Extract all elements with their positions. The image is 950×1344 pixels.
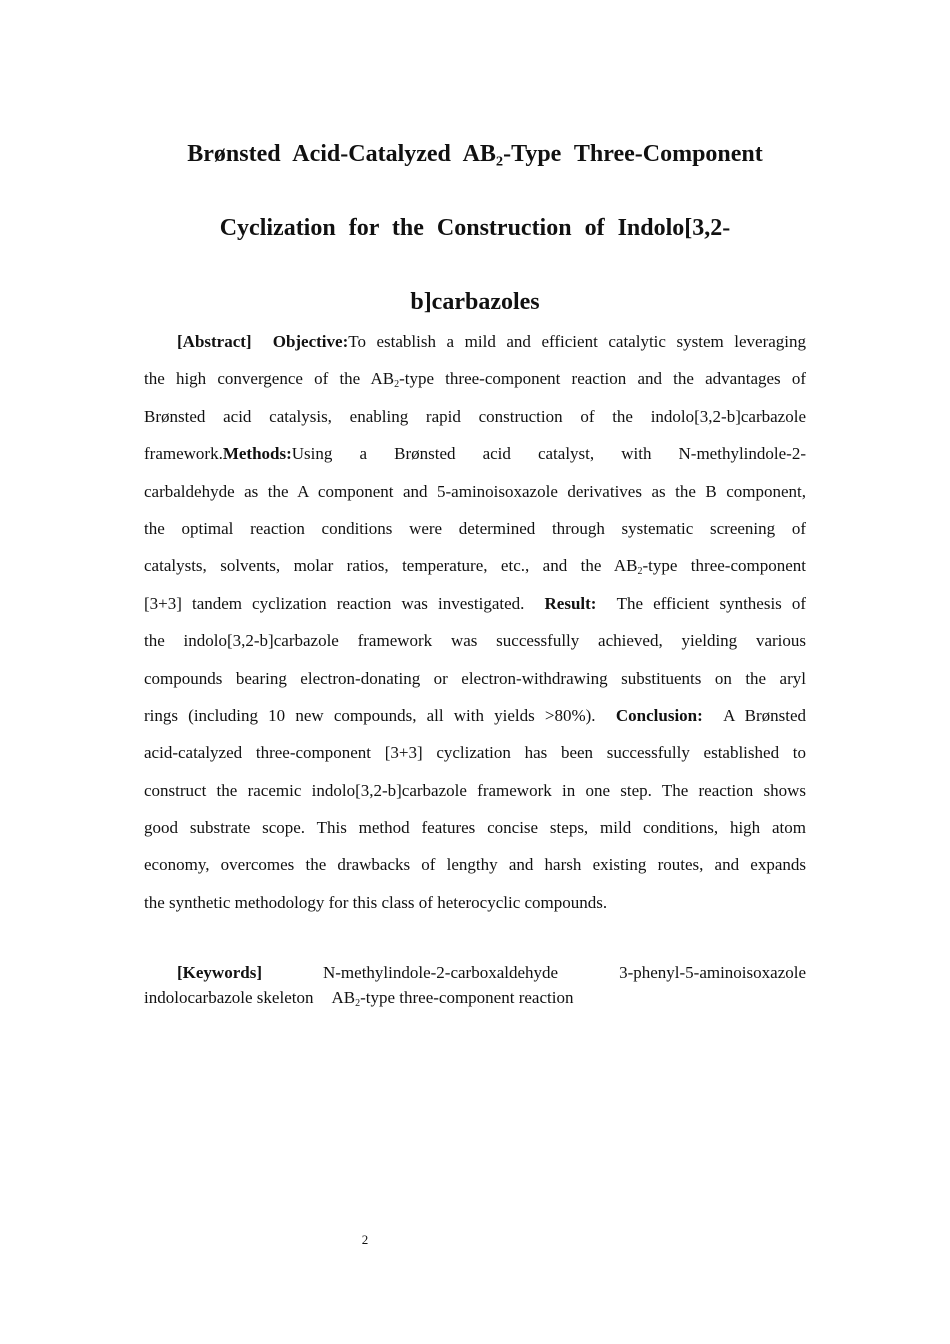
keyword: 3-phenyl-5-aminoisoxazole	[619, 963, 807, 982]
abstract-line	[144, 697, 806, 734]
title-line-3: b]carbazoles	[410, 289, 540, 315]
abstract-text: catalysts, solvents, molar ratios, temperature, etc., and the AB	[144, 556, 638, 576]
abstract-text: A Brønsted	[723, 705, 806, 725]
subscript: 2	[637, 566, 643, 578]
abstract-line: good substrate scope. This method features concise steps, mild conditions, high atom	[144, 818, 806, 838]
abstract-line: economy, overcomes the drawbacks of lengthy and harsh existing routes, and expands	[144, 855, 806, 875]
abstract-line	[144, 547, 806, 584]
keywords-line	[144, 960, 806, 985]
title-line-2: Cyclization for the Construction of Indolo[3,2-	[219, 215, 731, 241]
abstract-text: rings (including 10 new compounds, all with yields >80%).	[144, 705, 596, 725]
conclusion-label: Conclusion:	[615, 705, 703, 725]
abstract-text: Using a Brønsted acid catalyst, with N-methylindole-2-	[291, 444, 806, 464]
abstract-line	[144, 323, 806, 360]
keyword-text: -type three-component reaction	[360, 988, 574, 1007]
methods-label: Methods:	[222, 444, 292, 464]
abstract-line: the synthetic methodology for this class of heterocyclic compounds.	[144, 892, 608, 912]
subscript: 2	[355, 998, 361, 1009]
result-label: Result:	[544, 593, 597, 613]
keyword-text: AB	[331, 988, 356, 1007]
keyword: indolocarbazole skeleton	[144, 988, 314, 1007]
abstract-text: the high convergence of the AB	[144, 369, 395, 389]
title-line-1: Brønsted Acid-Catalyzed AB₂-Type Three-Component	[187, 141, 763, 167]
abstract-text: The efficient synthesis of	[616, 593, 806, 613]
abstract-line: the indolo[3,2-b]carbazole framework was successfully achieved, yielding various	[144, 631, 806, 651]
abstract-text: framework.	[144, 444, 223, 464]
abstract-line: compounds bearing electron-donating or electron-withdrawing substituents on the aryl	[144, 668, 806, 688]
abstract-line: carbaldehyde as the A component and 5-aminoisoxazole derivatives as the B component,	[144, 481, 806, 501]
abstract-text: -type three-component	[642, 556, 806, 576]
abstract-section	[144, 323, 806, 921]
keywords-line	[144, 985, 806, 1010]
keyword: N-methylindole-2-carboxaldehyde	[322, 963, 559, 982]
abstract-text: To establish a mild and efficient catalytic system leveraging	[348, 332, 806, 351]
abstract-line: Brønsted acid catalysis, enabling rapid construction of the indolo[3,2-b]carbazole	[144, 406, 806, 426]
subscript: 2	[394, 379, 400, 391]
paper-title	[150, 117, 800, 339]
abstract-line: construct the racemic indolo[3,2-b]carbazole framework in one step. The reaction shows	[144, 780, 806, 800]
keywords-label: [Keywords]	[177, 963, 262, 982]
abstract-line: acid-catalyzed three-component [3+3] cyclization has been successfully established to	[144, 743, 806, 763]
objective-label: Objective:	[272, 332, 349, 351]
keyword	[331, 988, 573, 1007]
abstract-line	[144, 360, 806, 397]
keywords-section	[144, 960, 806, 1010]
abstract-text: -type three-component reaction and the advantages of	[399, 369, 806, 389]
abstract-line	[144, 585, 806, 622]
abstract-line: the optimal reaction conditions were determined through systematic screening of	[144, 518, 806, 538]
page-number: 2	[361, 1232, 369, 1247]
abstract-text: [3+3] tandem cyclization reaction was investigated.	[144, 593, 525, 613]
abstract-line	[144, 435, 806, 472]
abstract-label: [Abstract]	[177, 332, 252, 351]
